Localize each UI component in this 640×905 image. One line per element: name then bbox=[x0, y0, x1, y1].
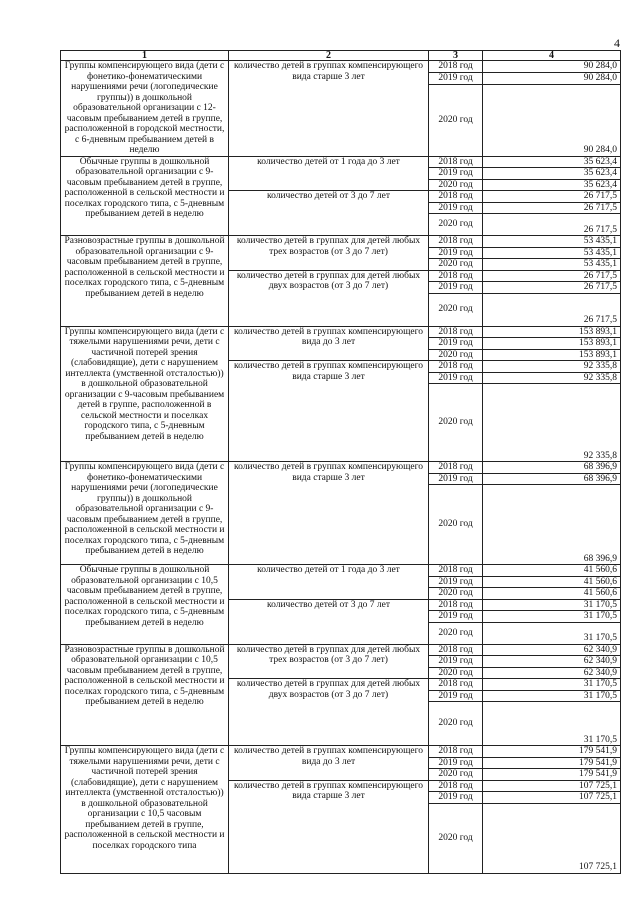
value-cell: 26 717,5 bbox=[483, 214, 621, 236]
value-cell: 31 170,5 bbox=[483, 611, 621, 623]
year-cell: 2018 год bbox=[429, 644, 483, 656]
year-cell: 2020 год bbox=[429, 769, 483, 781]
value-cell: 26 717,5 bbox=[483, 282, 621, 294]
table-row bbox=[61, 565, 621, 577]
value-cell: 35 623,4 bbox=[483, 156, 621, 168]
year-cell: 2020 год bbox=[429, 803, 483, 873]
indicator-cell: количество детей от 1 года до 3 лет bbox=[229, 156, 429, 191]
indicator-cell: количество детей от 3 до 7 лет bbox=[229, 191, 429, 236]
year-cell: 2018 год bbox=[429, 326, 483, 338]
value-cell: 41 560,6 bbox=[483, 588, 621, 600]
value-cell: 62 340,9 bbox=[483, 644, 621, 656]
year-cell: 2020 год bbox=[429, 622, 483, 644]
year-cell: 2018 год bbox=[429, 565, 483, 577]
value-cell: 68 396,9 bbox=[483, 473, 621, 485]
value-cell: 153 893,1 bbox=[483, 326, 621, 338]
value-cell: 92 335,8 bbox=[483, 372, 621, 384]
indicator-cell: количество детей в группах компенсирующего вида старше 3 лет bbox=[229, 361, 429, 462]
table-row bbox=[61, 236, 621, 248]
table-row bbox=[61, 462, 621, 474]
table-row bbox=[61, 326, 621, 338]
table-row bbox=[61, 644, 621, 656]
indicator-cell: количество детей от 1 года до 3 лет bbox=[229, 565, 429, 600]
value-cell: 26 717,5 bbox=[483, 202, 621, 214]
table-row bbox=[61, 156, 621, 168]
year-cell: 2020 год bbox=[429, 179, 483, 191]
value-cell: 35 623,4 bbox=[483, 168, 621, 180]
value-cell: 62 340,9 bbox=[483, 656, 621, 668]
value-cell: 26 717,5 bbox=[483, 191, 621, 203]
indicator-cell: количество детей в группах компенсирующего вида старше 3 лет bbox=[229, 61, 429, 157]
year-cell: 2019 год bbox=[429, 473, 483, 485]
tariff-table bbox=[60, 50, 621, 874]
value-cell: 31 170,5 bbox=[483, 702, 621, 746]
group-name-cell: Обычные группы в дошкольной образовательной организации с 9-часовым пребыванием детей в группе, расположенной в сельской местности и поселках городского типа, с 5-дневным пребыванием детей в неделю bbox=[61, 156, 229, 236]
year-cell: 2020 год bbox=[429, 485, 483, 565]
year-cell: 2019 год bbox=[429, 656, 483, 668]
value-cell: 179 541,9 bbox=[483, 757, 621, 769]
value-cell: 35 623,4 bbox=[483, 179, 621, 191]
indicator-cell: количество детей в группах компенсирующего вида до 3 лет bbox=[229, 746, 429, 781]
page-number: 4 bbox=[614, 36, 620, 50]
year-cell: 2020 год bbox=[429, 293, 483, 326]
column-header: 2 bbox=[229, 51, 429, 61]
group-name-cell: Разновозрастные группы в дошкольной образовательной организации с 9-часовым пребыванием детей в группе, расположенной в сельской местности и поселках городского типа, с 5-дневным пребыванием детей в неделю bbox=[61, 236, 229, 327]
group-name-cell: Группы компенсирующего вида (дети с фонетико-фонематическими нарушениями речи (логопедические группы)) в дошкольной образовательной организации с 12-часовым пребыванием детей в группе, расположенной в городской местности, с 6-дневным пребыванием детей в неделю bbox=[61, 61, 229, 157]
year-cell: 2019 год bbox=[429, 792, 483, 804]
indicator-cell: количество детей в группах для детей любых двух возрастов (от 3 до 7 лет) bbox=[229, 679, 429, 746]
year-cell: 2019 год bbox=[429, 73, 483, 85]
year-cell: 2019 год bbox=[429, 757, 483, 769]
group-name-cell: Разновозрастные группы в дошкольной образовательной организации с 10,5 часовым пребыванием детей в группе, расположенной в сельской местности и поселках городского типа, с 5-дневным пребыванием детей в неделю bbox=[61, 644, 229, 746]
value-cell: 107 725,1 bbox=[483, 803, 621, 873]
year-cell: 2018 год bbox=[429, 61, 483, 73]
indicator-cell: количество детей в группах компенсирующего вида до 3 лет bbox=[229, 326, 429, 361]
year-cell: 2018 год bbox=[429, 361, 483, 373]
value-cell: 41 560,6 bbox=[483, 576, 621, 588]
year-cell: 2020 год bbox=[429, 349, 483, 361]
year-cell: 2019 год bbox=[429, 168, 483, 180]
value-cell: 53 435,1 bbox=[483, 247, 621, 259]
year-cell: 2020 год bbox=[429, 259, 483, 271]
year-cell: 2018 год bbox=[429, 191, 483, 203]
year-cell: 2019 год bbox=[429, 576, 483, 588]
year-cell: 2020 год bbox=[429, 667, 483, 679]
table-header-row bbox=[61, 51, 621, 61]
value-cell: 68 396,9 bbox=[483, 485, 621, 565]
year-cell: 2018 год bbox=[429, 270, 483, 282]
year-cell: 2018 год bbox=[429, 746, 483, 758]
column-header: 3 bbox=[429, 51, 483, 61]
year-cell: 2019 год bbox=[429, 611, 483, 623]
value-cell: 31 170,5 bbox=[483, 679, 621, 691]
table-row bbox=[61, 61, 621, 73]
indicator-cell: количество детей в группах компенсирующего вида старше 3 лет bbox=[229, 780, 429, 873]
column-header: 4 bbox=[483, 51, 621, 61]
value-cell: 62 340,9 bbox=[483, 667, 621, 679]
year-cell: 2019 год bbox=[429, 690, 483, 702]
year-cell: 2020 год bbox=[429, 85, 483, 156]
value-cell: 53 435,1 bbox=[483, 236, 621, 248]
value-cell: 53 435,1 bbox=[483, 259, 621, 271]
value-cell: 90 284,0 bbox=[483, 73, 621, 85]
year-cell: 2019 год bbox=[429, 247, 483, 259]
year-cell: 2018 год bbox=[429, 599, 483, 611]
value-cell: 31 170,5 bbox=[483, 690, 621, 702]
table-body bbox=[61, 61, 621, 874]
value-cell: 179 541,9 bbox=[483, 746, 621, 758]
value-cell: 153 893,1 bbox=[483, 349, 621, 361]
indicator-cell: количество детей в группах для детей любых трех возрастов (от 3 до 7 лет) bbox=[229, 236, 429, 271]
indicator-cell: количество детей в группах для детей любых трех возрастов (от 3 до 7 лет) bbox=[229, 644, 429, 679]
value-cell: 31 170,5 bbox=[483, 622, 621, 644]
value-cell: 92 335,8 bbox=[483, 361, 621, 373]
year-cell: 2018 год bbox=[429, 780, 483, 792]
year-cell: 2018 год bbox=[429, 156, 483, 168]
indicator-cell: количество детей от 3 до 7 лет bbox=[229, 599, 429, 644]
column-header: 1 bbox=[61, 51, 229, 61]
group-name-cell: Группы компенсирующего вида (дети с тяжелыми нарушениями речи, дети с частичной потерей зрения (слабовидящие), дети с нарушением интеллекта (умственной отсталостью)) в дошкольной образовательной организации с 10,5 часовым пребыванием детей в группе, расположенной в сельской местности и поселках городского типа bbox=[61, 746, 229, 874]
group-name-cell: Группы компенсирующего вида (дети с фонетико-фонематическими нарушениями речи (логопедические группы)) в дошкольной образовательной организации с 9-часовым пребыванием детей в группе, расположенной в сельской местности и поселках городского типа, с 5-дневным пребыванием детей в неделю bbox=[61, 462, 229, 565]
value-cell: 90 284,0 bbox=[483, 61, 621, 73]
value-cell: 107 725,1 bbox=[483, 780, 621, 792]
year-cell: 2020 год bbox=[429, 588, 483, 600]
table-row bbox=[61, 746, 621, 758]
group-name-cell: Группы компенсирующего вида (дети с тяжелыми нарушениями речи, дети с частичной потерей зрения (слабовидящие), дети с нарушением интеллекта (умственной отсталостью)) в дошкольной образовательной организации с 9-часовым пребыванием детей в группе, расположенной в сельской местности и поселках городского типа, с 5-дневным пребыванием детей в неделю bbox=[61, 326, 229, 462]
indicator-cell: количество детей в группах для детей любых двух возрастов (от 3 до 7 лет) bbox=[229, 270, 429, 326]
value-cell: 26 717,5 bbox=[483, 293, 621, 326]
year-cell: 2020 год bbox=[429, 384, 483, 462]
year-cell: 2019 год bbox=[429, 202, 483, 214]
value-cell: 26 717,5 bbox=[483, 270, 621, 282]
year-cell: 2018 год bbox=[429, 462, 483, 474]
year-cell: 2018 год bbox=[429, 679, 483, 691]
value-cell: 153 893,1 bbox=[483, 338, 621, 350]
year-cell: 2018 год bbox=[429, 236, 483, 248]
value-cell: 68 396,9 bbox=[483, 462, 621, 474]
value-cell: 179 541,9 bbox=[483, 769, 621, 781]
year-cell: 2019 год bbox=[429, 282, 483, 294]
value-cell: 107 725,1 bbox=[483, 792, 621, 804]
value-cell: 90 284,0 bbox=[483, 85, 621, 156]
year-cell: 2019 год bbox=[429, 372, 483, 384]
value-cell: 92 335,8 bbox=[483, 384, 621, 462]
year-cell: 2020 год bbox=[429, 702, 483, 746]
value-cell: 31 170,5 bbox=[483, 599, 621, 611]
indicator-cell: количество детей в группах компенсирующего вида старше 3 лет bbox=[229, 462, 429, 565]
year-cell: 2019 год bbox=[429, 338, 483, 350]
group-name-cell: Обычные группы в дошкольной образовательной организации с 10,5 часовым пребыванием детей в группе, расположенной в сельской местности и поселках городского типа, с 5-дневным пребыванием детей в неделю bbox=[61, 565, 229, 645]
year-cell: 2020 год bbox=[429, 214, 483, 236]
value-cell: 41 560,6 bbox=[483, 565, 621, 577]
